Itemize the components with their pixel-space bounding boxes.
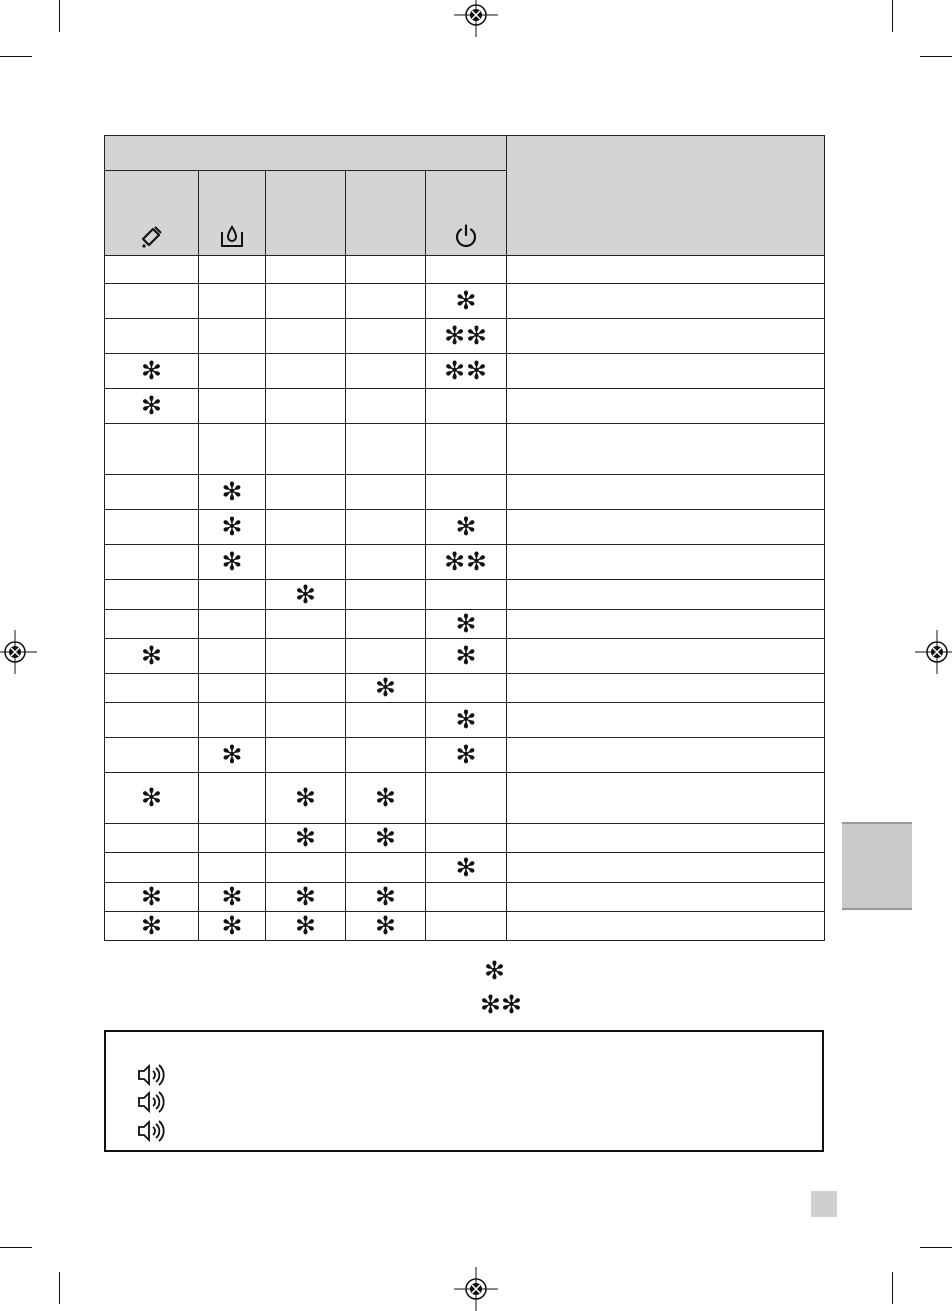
table-row [105,545,825,580]
header-cell [105,171,199,256]
table-cell [266,610,346,639]
table-cell [105,284,199,319]
table-cell [346,354,426,389]
table-cell [105,883,199,912]
asterisk-mark: ✻ [295,882,316,911]
table-row [105,354,825,389]
asterisk-mark: ✻ [455,512,477,541]
table-cell [346,639,426,674]
table-row [105,580,825,610]
water-tank-icon [219,223,245,249]
table-cell [426,256,507,284]
table-description-cell [507,883,825,912]
asterisk-mark: ✻ [141,783,162,812]
table-cell [346,510,426,545]
table-cell [346,545,426,580]
table-cell [199,639,266,674]
table-row [105,773,825,824]
registration-mark-icon [915,630,952,674]
table-description-cell [507,475,825,510]
table-description-cell [507,912,825,941]
table-row [105,510,825,545]
speaker-icon [136,1062,168,1088]
table-cell [105,510,199,545]
table-description-cell [507,773,825,824]
table-row [105,824,825,853]
table-cell [266,738,346,773]
table-cell [346,883,426,912]
table-cell [426,738,507,773]
asterisk-mark: ✻ [455,641,477,670]
asterisk-mark: ✻ [141,391,162,420]
crop-mark [920,56,952,57]
table-cell [266,853,346,883]
asterisk-mark: ✻ [141,911,162,940]
table-description-cell [507,738,825,773]
table-cell [346,703,426,738]
page-number-box [811,1191,837,1217]
table-description-cell [507,284,825,319]
crop-mark [59,0,60,32]
table-cell [426,545,507,580]
table-row [105,674,825,703]
asterisk-mark: ✻ [221,740,243,769]
table-cell [105,319,199,354]
table-cell [105,853,199,883]
table-cell [426,853,507,883]
table-cell [266,580,346,610]
crop-mark [892,1272,893,1304]
table-row [105,883,825,912]
table-cell [346,674,426,703]
crop-mark [0,56,32,57]
table-row [105,319,825,354]
table-cell [105,824,199,853]
table-cell [426,580,507,610]
table-cell [199,510,266,545]
asterisk-mark: ✻ [295,579,316,609]
asterisk-mark: ✻ [455,852,477,882]
table-cell [105,639,199,674]
double-asterisk-mark: ✻✻ [444,356,488,385]
table-cell [105,424,199,475]
header-cell [426,171,507,256]
table-cell [266,284,346,319]
header-description-cell [507,136,825,256]
table-cell [105,738,199,773]
table-cell [199,354,266,389]
asterisk-mark: ✻ [295,783,316,812]
asterisk-mark: ✻ [221,512,243,541]
table-description-cell [507,424,825,475]
table-row [105,703,825,738]
double-asterisk-mark: ✻✻ [444,321,488,350]
power-icon [453,223,479,249]
table-cell [426,284,507,319]
table-cell [199,545,266,580]
table-cell [199,738,266,773]
asterisk-mark: ✻ [295,823,316,852]
table-row [105,475,825,510]
table-description-cell [507,545,825,580]
table-cell [426,639,507,674]
table-cell [426,674,507,703]
header-cell [346,171,426,256]
table-cell [199,319,266,354]
table-cell [266,319,346,354]
registration-mark-icon [454,0,498,37]
table-description-cell [507,354,825,389]
table-cell [266,639,346,674]
table-cell [105,773,199,824]
pencil-eraser-icon [139,223,165,249]
table-cell [266,674,346,703]
table-cell [426,354,507,389]
asterisk-mark: ✻ [455,705,477,734]
header-cell [199,171,266,256]
table-cell [426,773,507,824]
table-cell [346,824,426,853]
table-description-cell [507,853,825,883]
table-cell [426,883,507,912]
table-description-cell [507,389,825,424]
table-cell [426,424,507,475]
table-cell [346,424,426,475]
table-cell [346,319,426,354]
table-cell [266,475,346,510]
asterisk-mark: ✻ [455,740,477,769]
table-cell [426,319,507,354]
table-cell [346,610,426,639]
table-cell [105,354,199,389]
table-cell [346,773,426,824]
table-row [105,389,825,424]
table-description-cell [507,703,825,738]
asterisk-mark: ✻ [375,673,396,702]
asterisk-mark: ✻ [221,911,243,940]
table-cell [346,475,426,510]
table-cell [199,389,266,424]
table-row [105,853,825,883]
table-row [105,738,825,773]
table-cell [346,853,426,883]
asterisk-mark: ✻ [375,823,396,852]
table-cell [266,354,346,389]
table-description-cell [507,580,825,610]
table-cell [199,853,266,883]
note-box [104,1030,824,1152]
asterisk-mark: ✻ [141,356,162,385]
crop-mark [0,1247,32,1248]
table-cell [199,256,266,284]
table-cell [346,580,426,610]
table-description-cell [507,319,825,354]
table-description-cell [507,674,825,703]
table-cell [346,389,426,424]
table-cell [266,424,346,475]
header-cell [266,171,346,256]
registration-mark-icon [454,1267,498,1311]
table-cell [105,703,199,738]
table-description-cell [507,256,825,284]
crop-mark [920,1247,952,1248]
table-cell [266,545,346,580]
table-cell [199,912,266,941]
table-cell [266,912,346,941]
header-row-top [105,136,825,171]
table-cell [199,824,266,853]
double-asterisk-mark: ✻✻ [444,547,488,576]
asterisk-mark: ✻ [141,641,162,670]
table-description-cell [507,824,825,853]
table-cell [105,912,199,941]
asterisk-mark: ✻ [295,911,316,940]
table-cell [426,389,507,424]
table-cell [105,610,199,639]
asterisk-mark: ✻ [221,547,243,576]
table-cell [426,475,507,510]
asterisk-mark: ✻ [375,882,396,911]
table-cell [105,475,199,510]
asterisk-mark: ✻ [375,783,396,812]
speaker-icon [136,1118,168,1144]
asterisk-mark: ✻ [221,477,243,506]
table-cell [346,284,426,319]
table-row [105,912,825,941]
table-row [105,256,825,284]
table-cell [105,580,199,610]
table-cell [105,545,199,580]
table-description-cell [507,510,825,545]
crop-mark [892,0,893,32]
table-description-cell [507,639,825,674]
table-cell [346,912,426,941]
table-cell [199,610,266,639]
table-cell [266,824,346,853]
table-cell [199,773,266,824]
table-cell [105,674,199,703]
table-cell [426,824,507,853]
speaker-icon [136,1089,168,1115]
asterisk-mark: ✻ [455,609,477,638]
table-cell [266,883,346,912]
crop-mark [59,1272,60,1304]
header-group-cell [105,136,507,171]
table-cell [199,284,266,319]
table-cell [266,510,346,545]
asterisk-mark: ✻ [141,882,162,911]
table-cell [426,703,507,738]
table-cell [426,510,507,545]
table-row [105,639,825,674]
table-cell [266,773,346,824]
table-description-cell [507,610,825,639]
table-cell [266,703,346,738]
table-cell [199,703,266,738]
asterisk-mark: ✻ [375,911,396,940]
asterisk-mark: ✻ [455,286,477,315]
table-cell [346,256,426,284]
registration-mark-icon [0,630,37,674]
legend-single-symbol: ✻ [484,956,505,985]
table-cell [199,580,266,610]
legend-double-symbol: ✻✻ [480,990,522,1019]
table-cell [426,912,507,941]
table-cell [266,256,346,284]
table-cell [105,389,199,424]
section-side-tab [842,822,912,910]
table-row [105,284,825,319]
table-cell [199,674,266,703]
table-cell [199,883,266,912]
indicator-table [104,135,825,941]
table-cell [199,475,266,510]
asterisk-mark: ✻ [221,882,243,911]
table-cell [105,256,199,284]
table-row [105,610,825,639]
table-body [105,256,825,941]
table-cell [266,389,346,424]
table-cell [426,610,507,639]
table-cell [346,738,426,773]
table-row [105,424,825,475]
table-cell [199,424,266,475]
